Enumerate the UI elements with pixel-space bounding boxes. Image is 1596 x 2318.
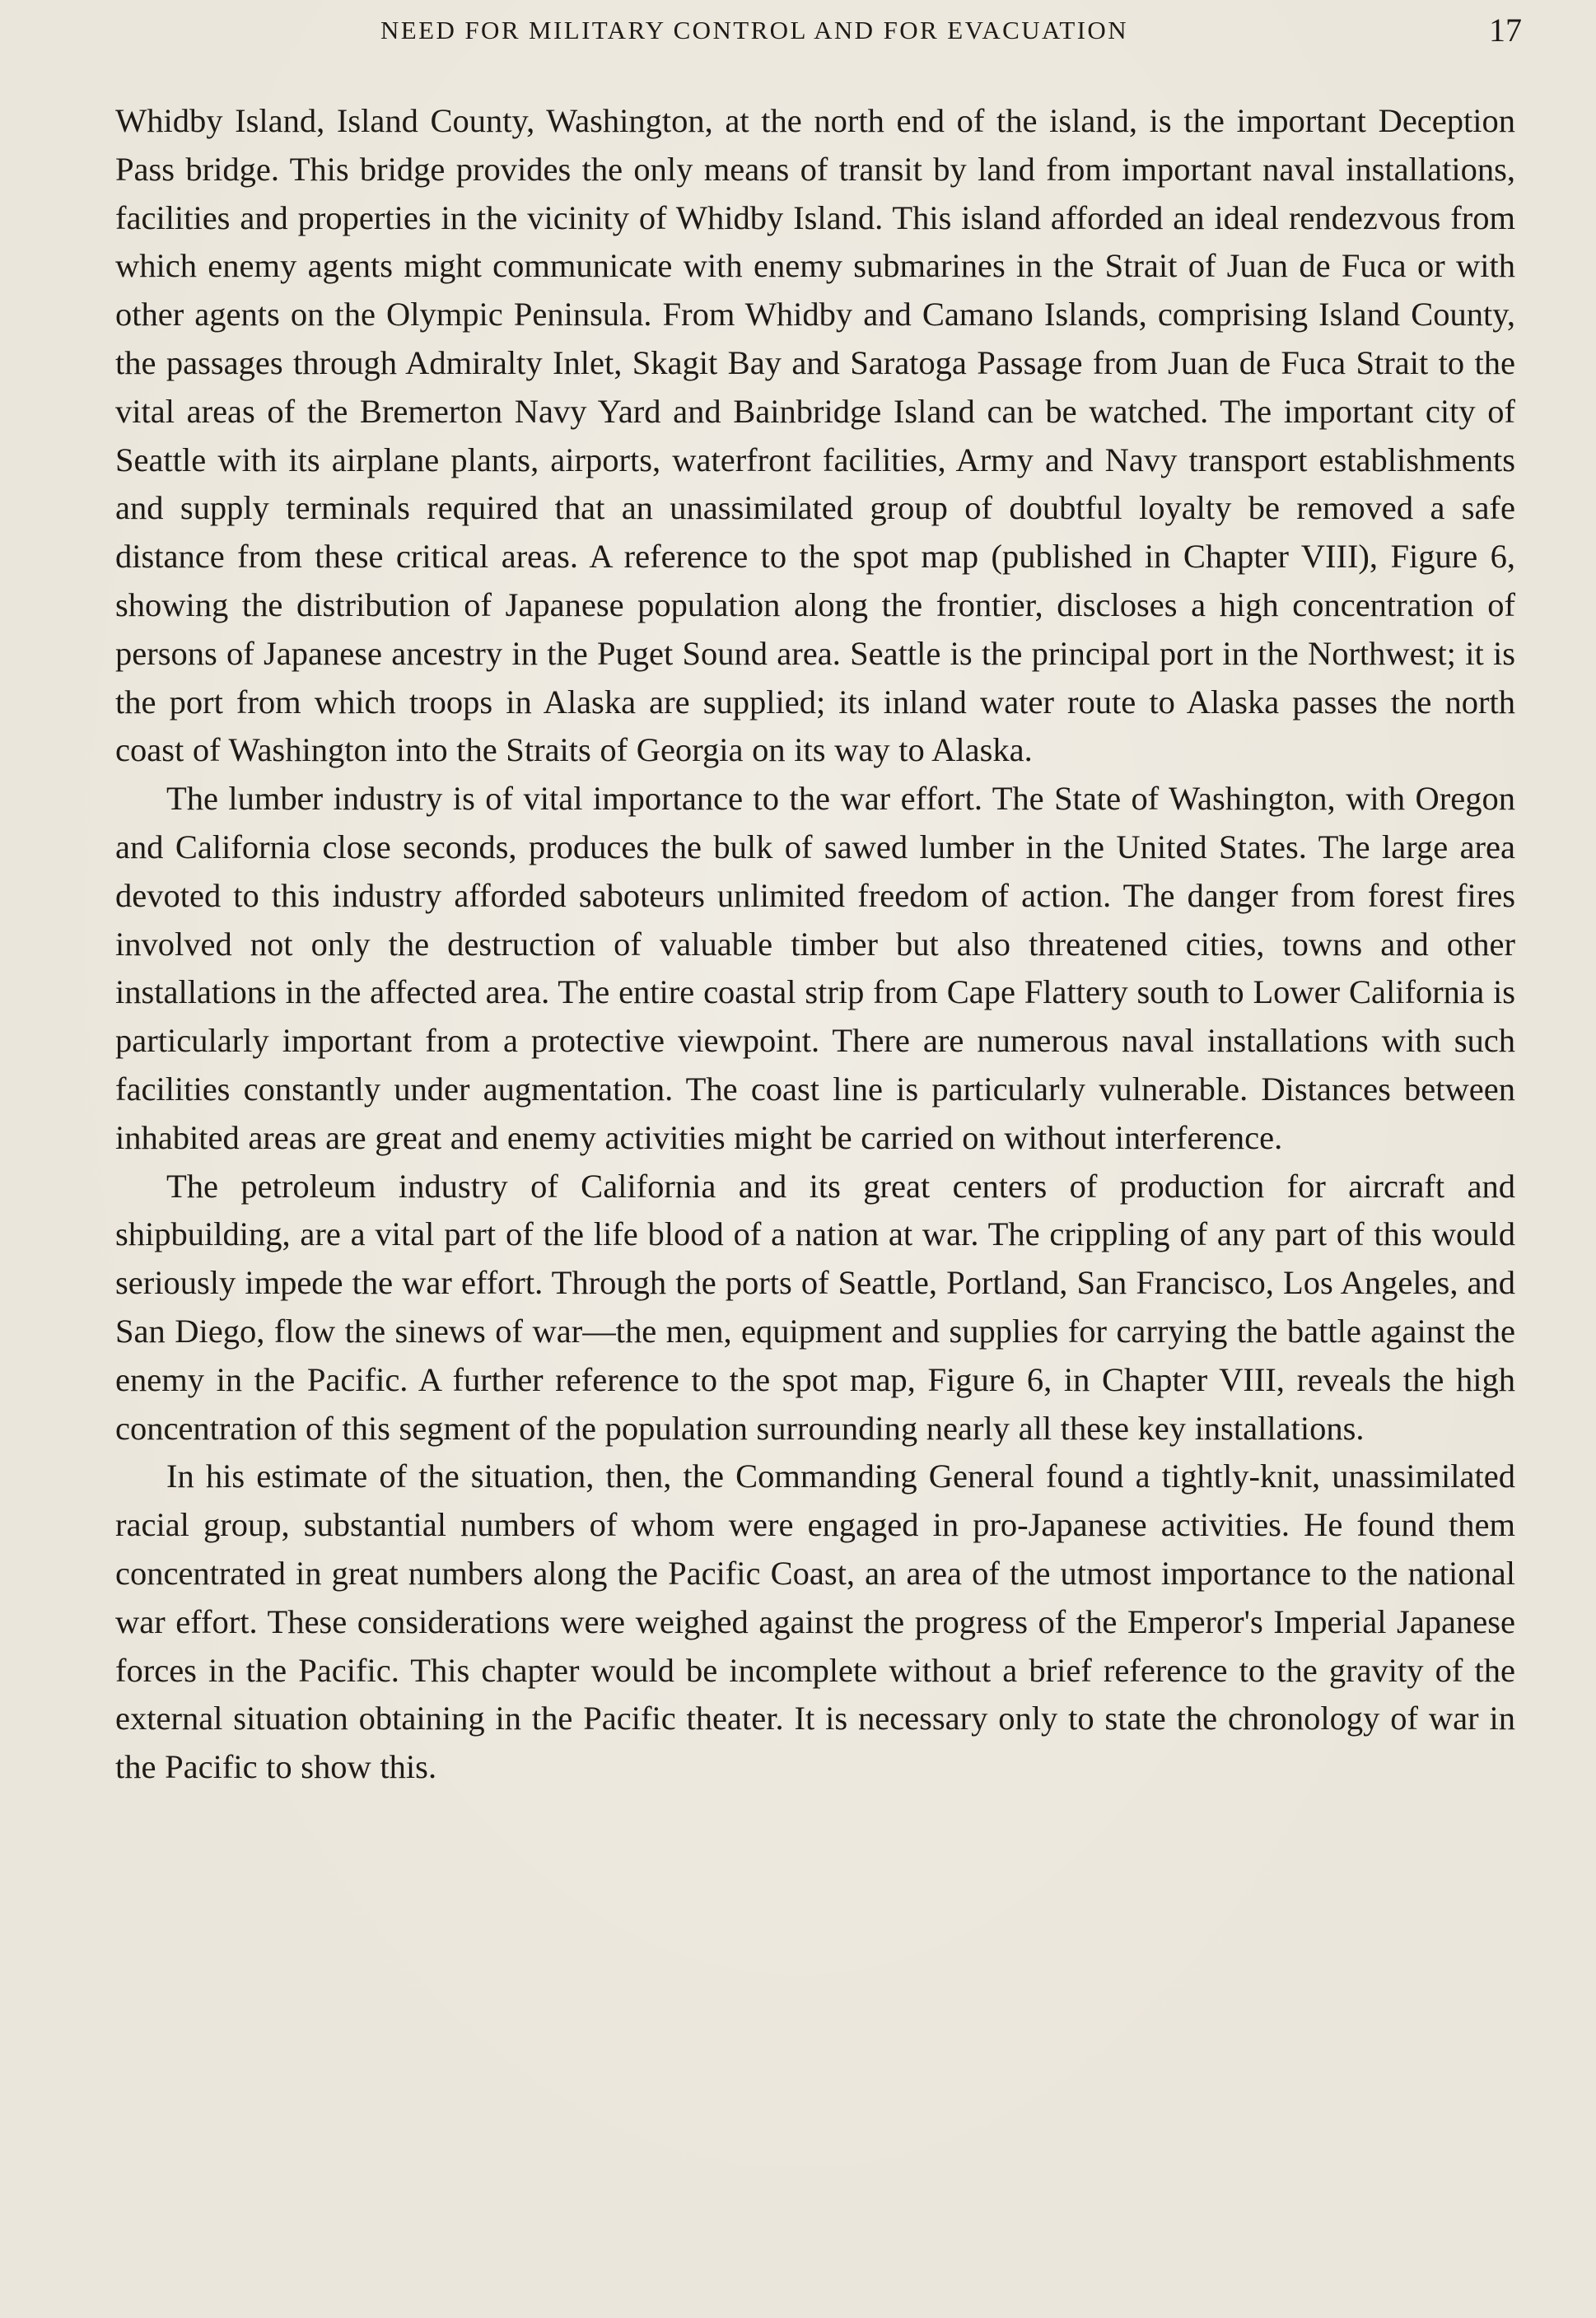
- running-title: NEED FOR MILITARY CONTROL AND FOR EVACUATION: [380, 16, 1128, 44]
- paragraph-petroleum-industry: The petroleum industry of California and its great centers of production for aircraft and shipbuilding, are a vital part of the life blood of a nation at war. The crippling of any part of this would seriously impede the war effort. Through the ports of Seattle, Portland, San Francisco, Los Angeles, and San Diego, flow the sinews of war—the men, equipment and supplies for carrying the battle against the enemy in the Pacific. A further reference to the spot map, Figure 6, in Chapter VIII, reveals the high concentration of this segment of the population surrounding nearly all these key installations.: [115, 1167, 1515, 1447]
- page-number: 17: [1489, 12, 1522, 49]
- body-text: [115, 97, 1515, 1792]
- paragraph-commanding-general-estimate: In his estimate of the situation, then, the Commanding General found a tightly-knit, unassimilated racial group, substantial numbers of whom were engaged in pro-Japanese activities. He found them concentrated in great numbers along the Pacific Coast, an area of the utmost importance to the national war effort. These considerations were weighed against the progress of the Emperor's Imperial Japanese forces in the Pacific. This chapter would be incomplete without a brief reference to the gravity of the external situation obtaining in the Pacific theater. It is necessary only to state the chronology of war in the Pacific to show this.: [115, 1457, 1515, 1786]
- paragraph-lumber-industry: The lumber industry is of vital importance to the war effort. The State of Washington, with Oregon and California close seconds, produces the bulk of sawed lumber in the United States. The large area devoted to this industry afforded saboteurs unlimited freedom of action. The danger from forest fires involved not only the destruction of valuable timber but also threatened cities, towns and other installations in the affected area. The entire coastal strip from Cape Flattery south to Lower California is particularly important from a protective viewpoint. There are numerous naval installations with such facilities constantly under augmentation. The coast line is particularly vulnerable. Distances between inhabited areas are great and enemy activities might be carried on without interference.: [115, 780, 1515, 1156]
- paragraph-whidby-island: Whidby Island, Island County, Washington, at the north end of the island, is the important Deception Pass bridge. This bridge provides the only means of transit by land from important naval installations, facilities and properties in the vicinity of Whidby Island. This island afforded an ideal rendezvous from which enemy agents might communicate with enemy submarines in the Strait of Juan de Fuca or with other agents on the Olympic Peninsula. From Whidby and Camano Islands, comprising Island County, the passages through Admiralty Inlet, Skagit Bay and Saratoga Passage from Juan de Fuca Strait to the vital areas of the Bremerton Navy Yard and Bainbridge Island can be watched. The important city of Seattle with its airplane plants, airports, waterfront facilities, Army and Navy transport establishments and supply terminals required that an unassimilated group of doubtful loyalty be removed a safe distance from these critical areas. A reference to the spot map (published in Chapter VIII), Figure 6, showing the distribution of Japanese population along the frontier, discloses a high concentration of persons of Japanese ancestry in the Puget Sound area. Seattle is the principal port in the Northwest; it is the port from which troops in Alaska are supplied; its inland water route to Alaska passes the north coast of Washington into the Straits of Georgia on its way to Alaska.: [115, 102, 1515, 769]
- running-head: [0, 10, 1596, 51]
